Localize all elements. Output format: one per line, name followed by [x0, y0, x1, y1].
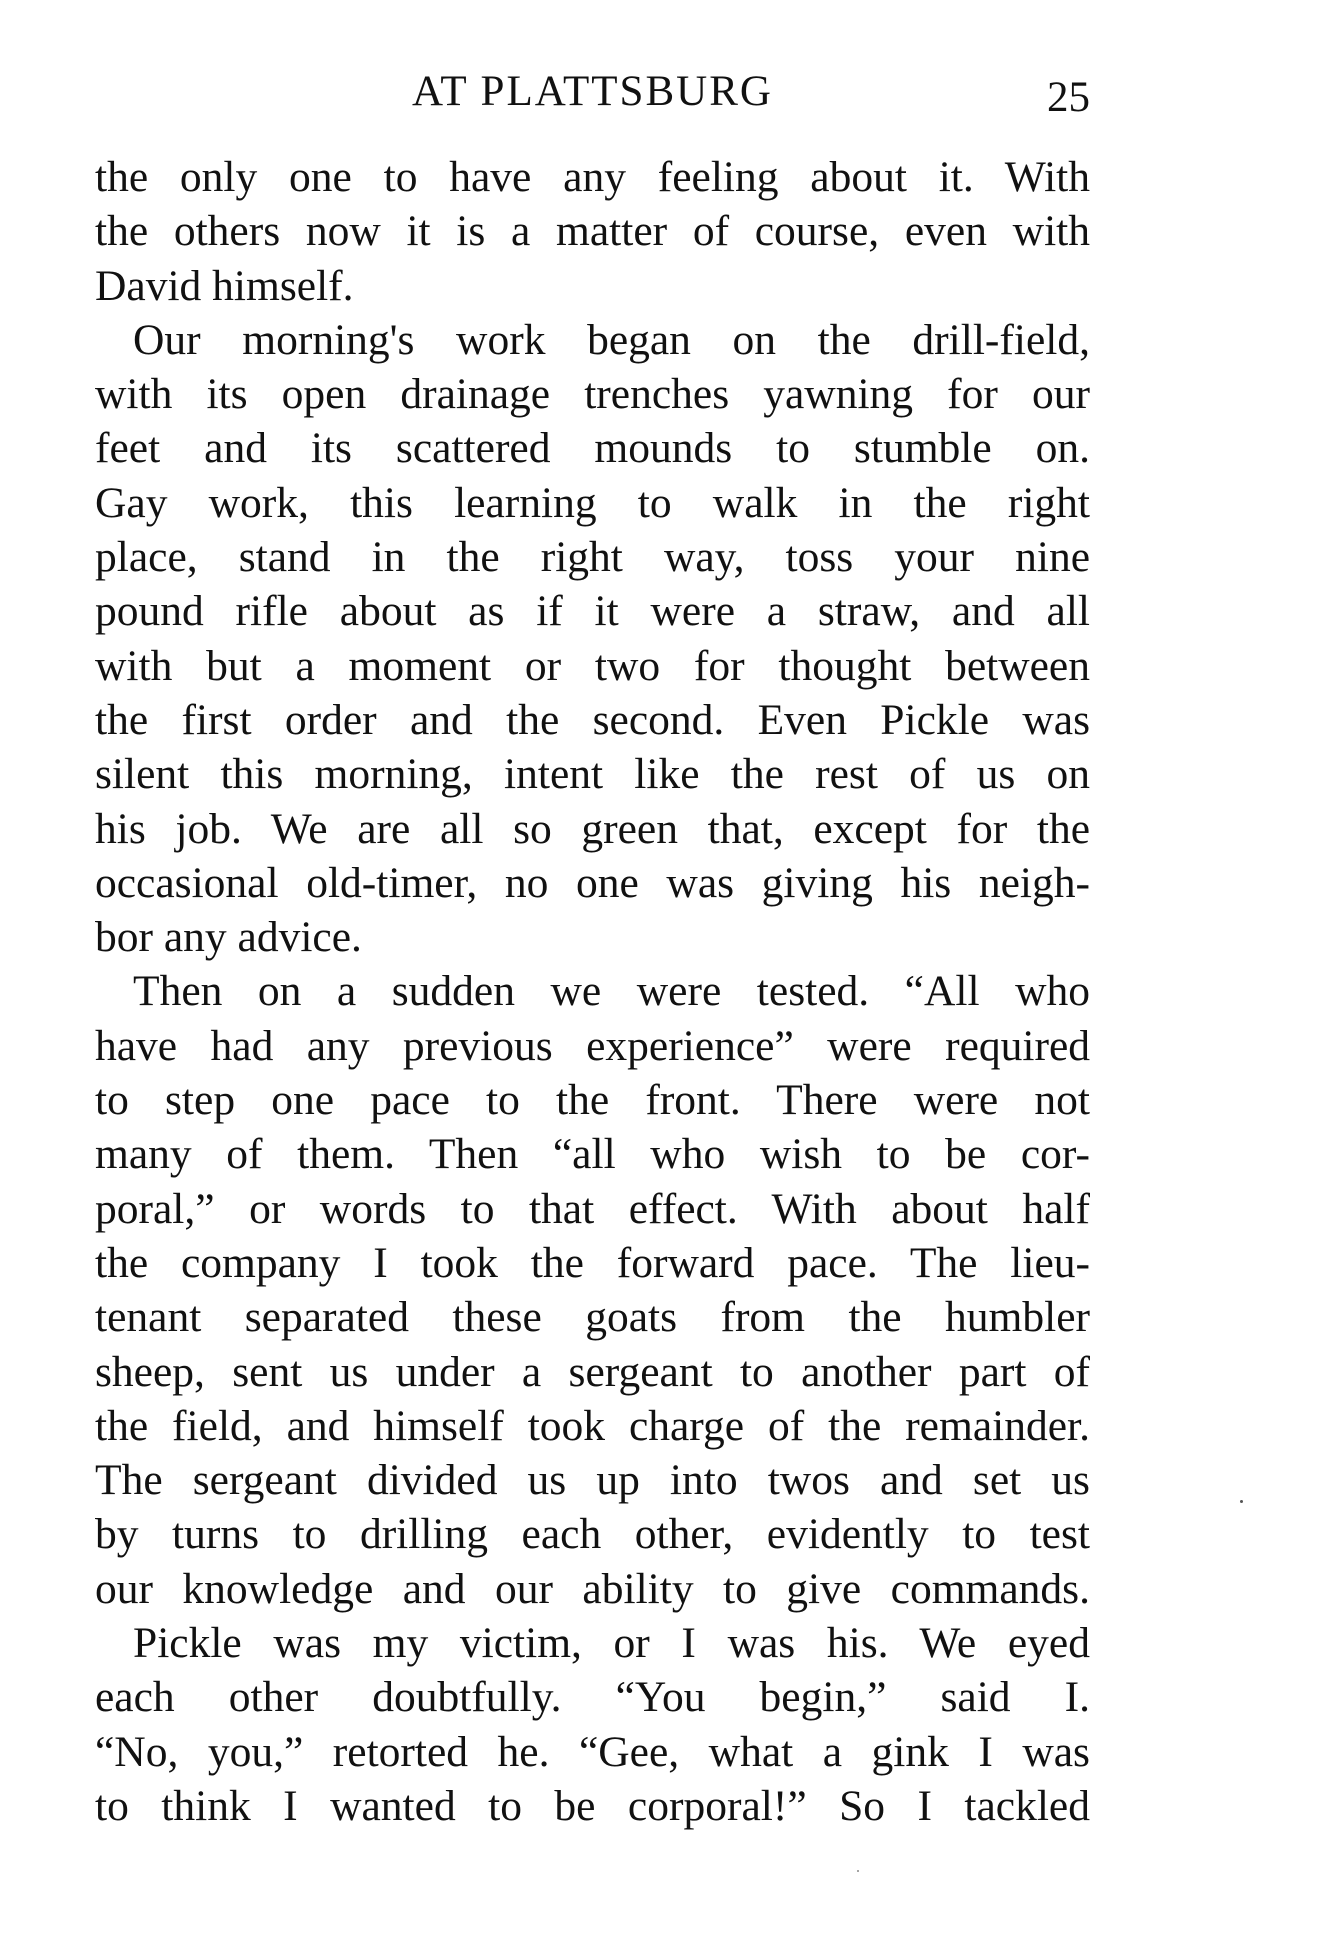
text-line: silent this morning, intent like the rest of us on	[95, 750, 1090, 799]
paragraph-4	[95, 1616, 1090, 1833]
text-line: to think I wanted to be corporal!” So I tackled	[95, 1781, 1090, 1830]
text-line: Gay work, this learning to walk in the right	[95, 478, 1090, 527]
text-line: the others now it is a matter of course, even with	[95, 207, 1090, 256]
text-line: bor any advice.	[95, 913, 362, 962]
text-line: our knowledge and our ability to give commands.	[95, 1564, 1090, 1613]
text-line: with its open drainage trenches yawning for our	[95, 370, 1090, 419]
text-line: have had any previous experience” were required	[95, 1021, 1090, 1070]
running-head	[95, 62, 1090, 122]
paragraph-3	[95, 964, 1090, 1616]
paragraph-2	[95, 313, 1090, 965]
running-title: AT PLATTSBURG	[412, 68, 773, 115]
text-line: tenant separated these goats from the humbler	[95, 1293, 1090, 1342]
text-line: the first order and the second. Even Pickle was	[95, 695, 1090, 744]
text-line: with but a moment or two for thought between	[95, 641, 1090, 690]
text-line: pound rifle about as if it were a straw, and all	[95, 587, 1090, 636]
page-number: 25	[1047, 74, 1090, 121]
text-line: occasional old-timer, no one was giving his neigh-	[95, 858, 1090, 907]
text-line: poral,” or words to that effect. With about half	[95, 1184, 1090, 1233]
text-line: The sergeant divided us up into twos and set us	[95, 1456, 1090, 1505]
text-line: by turns to drilling each other, evidently to test	[95, 1510, 1090, 1559]
scan-speck	[1240, 1500, 1243, 1503]
text-line: feet and its scattered mounds to stumble on.	[95, 424, 1090, 473]
text-line: David himself.	[95, 261, 354, 310]
text-line: Pickle was my victim, or I was his. We eyed	[133, 1619, 1090, 1668]
text-line: many of them. Then “all who wish to be cor-	[95, 1130, 1090, 1179]
body-text	[95, 150, 1090, 1833]
text-line: Then on a sudden we were tested. “All who	[133, 967, 1090, 1016]
text-line: his job. We are all so green that, except for the	[95, 804, 1090, 853]
text-line: each other doubtfully. “You begin,” said I.	[95, 1673, 1090, 1722]
scan-speck	[857, 1870, 859, 1872]
text-line: the field, and himself took charge of the remainder.	[95, 1401, 1090, 1450]
text-line: place, stand in the right way, toss your nine	[95, 533, 1090, 582]
text-line: Our morning's work began on the drill-field,	[133, 315, 1090, 364]
text-line: “No, you,” retorted he. “Gee, what a gink I was	[95, 1727, 1090, 1776]
text-line: to step one pace to the front. There were not	[95, 1076, 1090, 1125]
text-line: sheep, sent us under a sergeant to another part of	[95, 1347, 1090, 1396]
text-line: the only one to have any feeling about it. With	[95, 153, 1090, 201]
paragraph-1	[95, 150, 1090, 313]
text-line: the company I took the forward pace. The lieu-	[95, 1238, 1090, 1287]
